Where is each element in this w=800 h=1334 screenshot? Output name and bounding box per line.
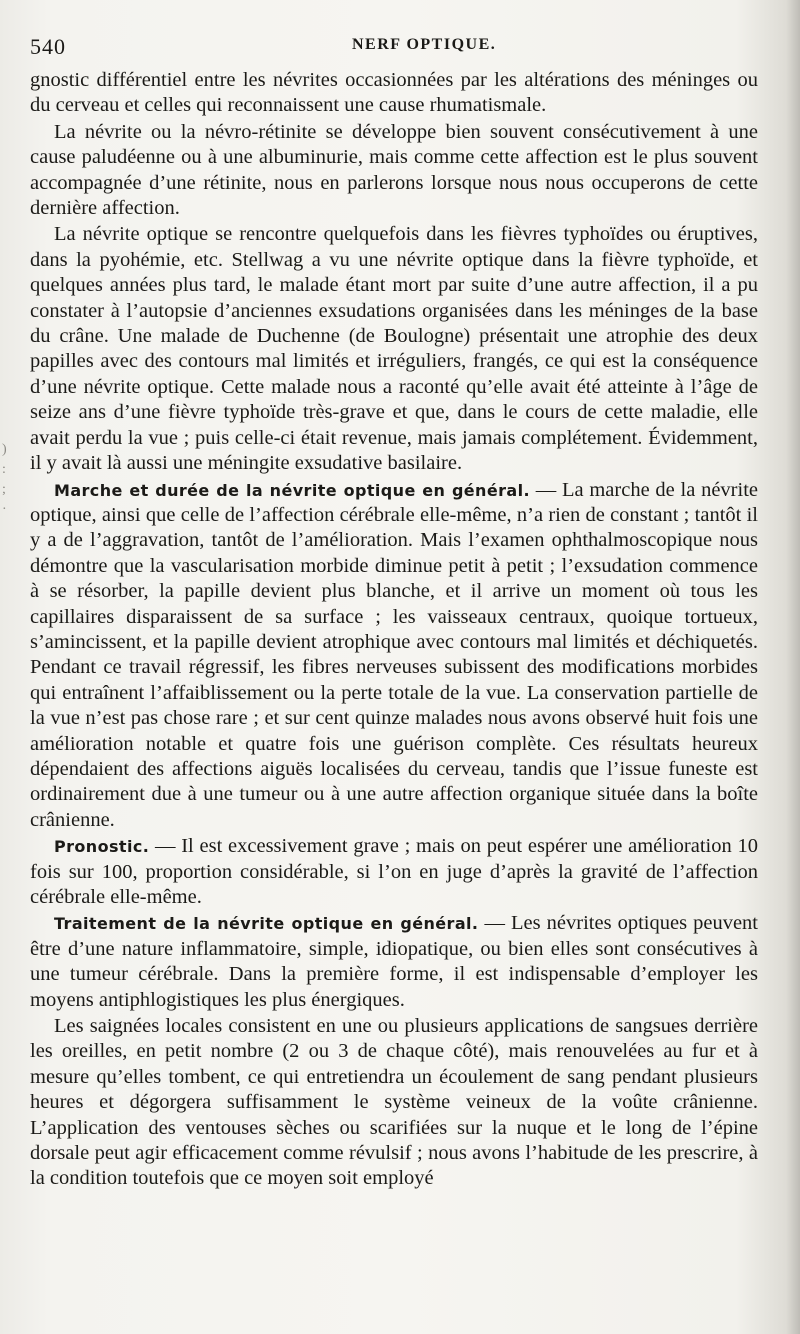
margin-marks: ) : ; · [2,442,7,517]
page-number: 540 [30,34,66,59]
paragraph-continuation [30,68,758,119]
paragraph-fevers [30,222,758,476]
section-rubric-treatment: Traitement de la névrite optique en général. [54,914,479,934]
section-rubric-course: Marche et durée de la névrite optique en général. [54,480,530,500]
paragraph-treatment [30,911,758,1013]
paragraph-text: gnostic différentiel entre les névrites occasionnées par les altérations des méninges ou du cerveau et celles qui reconnaissent une cause rhumatismale. [30,69,758,117]
page-spine-shadow [786,0,800,1334]
paragraph-bloodletting [30,1014,758,1192]
page-header [30,28,770,68]
paragraph-prognosis [30,834,758,910]
page-body [30,68,758,1192]
paragraph-course [30,478,758,834]
paragraph-text: — Les névrites optiques peuvent être d’une nature inflammatoire, simple, idiopatique, ou bien elles sont consécutives à une tumeur cérébrale. Dans la première forme, il est indispensable d’employer les moyens antiphlogistiques les plus énergiques. [30,912,759,1011]
paragraph-text: — Il est excessivement grave ; mais on peut espérer une amélioration 10 fois sur 100, proportion considérable, si l’on en juge d’après la gravité de l’affection cérébrale elle-même. [30,835,758,908]
paragraph-text: — La marche de la névrite optique, ainsi que celle de l’affection cérébrale elle-même, n’a rien de constant ; tantôt il y a de l’aggravation, tantôt de l’amélioration. Mais l’examen ophthalmoscopique nous démontre que la vascularisation morbide diminue petit à petit ; l’exsudation commence à se résorber, la papille devient plus blanche, et il arrive un moment où tous les capillaires disparaissent de sa surface ; les vaisseaux centraux, quoique tortueux, s’amincissent, et la papille devient atrophique avec contours mal limités et déchiquetés. Pendant ce travail régressif, les fibres nerveuses subissent des modifications morbides qui entraînent l’affaiblissement ou la perte totale de la vue. La conservation partielle de la vue n’est pas chose rare ; et sur cent quinze malades nous avons observé huit fois une amélioration notable et quatre fois une guérison complète. Ces résultats heureux dépendaient des affections aiguës localisées du cerveau, tandis que l’issue funeste est ordinairement due à une tumeur ou à une autre affection organique située dans la boîte crânienne. [30,478,758,831]
section-rubric-prognosis: Pronostic. [54,837,150,857]
running-title: NERF OPTIQUE. [352,36,497,53]
paragraph-text: Les saignées locales consistent en une ou plusieurs applications de sangsues derrière les oreilles, en petit nombre (2 ou 3 de chaque côté), mais renouvelées au fur et à mesure qu’elles tombent, ce qui entretiendra un écoulement de sang pendant plusieurs heures et dégorgera suffisamment le système veineux de la voûte crânienne. L’application des ventouses sèches ou scarifiées sur la nuque et le long de l’épine dorsale peut agir efficacement comme révulsif ; nous avons l’habitude de les prescrire, à la condition toutefois que ce moyen soit employé [30,1015,758,1190]
paragraph-neuro-retinitis [30,120,758,222]
paragraph-text: La névrite ou la névro-rétinite se développe bien souvent consécutivement à une cause paludéenne ou à une albuminurie, mais comme cette affection est le plus souvent accompagnée d’une rétinite, nous en parlerons lorsque nous nous occuperons de cette dernière affection. [30,120,758,220]
paragraph-text: La névrite optique se rencontre quelquefois dans les fièvres typhoïdes ou éruptives, dans la pyohémie, etc. Stellwag a vu une névrite optique dans la fièvre typhoïde, et quelques années plus tard, le malade étant mort par suite d’une autre affection, il a pu constater à l’autopsie d’anciennes exsudations organisées dans les méninges de la base du crâne. Une malade de Duchenne (de Boulogne) présentait une atrophie des deux papilles avec des contours mal limités et irréguliers, frangés, ce qui est la conséquence d’une névrite optique. Cette malade nous a raconté qu’elle avait été atteinte à l’âge de seize ans d’une fièvre typhoïde très-grave et que, dans le cours de cette maladie, elle avait perdu la vue ; puis celle-ci était revenue, mais jamais complétement. Évidemment, il y avait là aussi une méningite exsudative basilaire. [30,223,758,475]
